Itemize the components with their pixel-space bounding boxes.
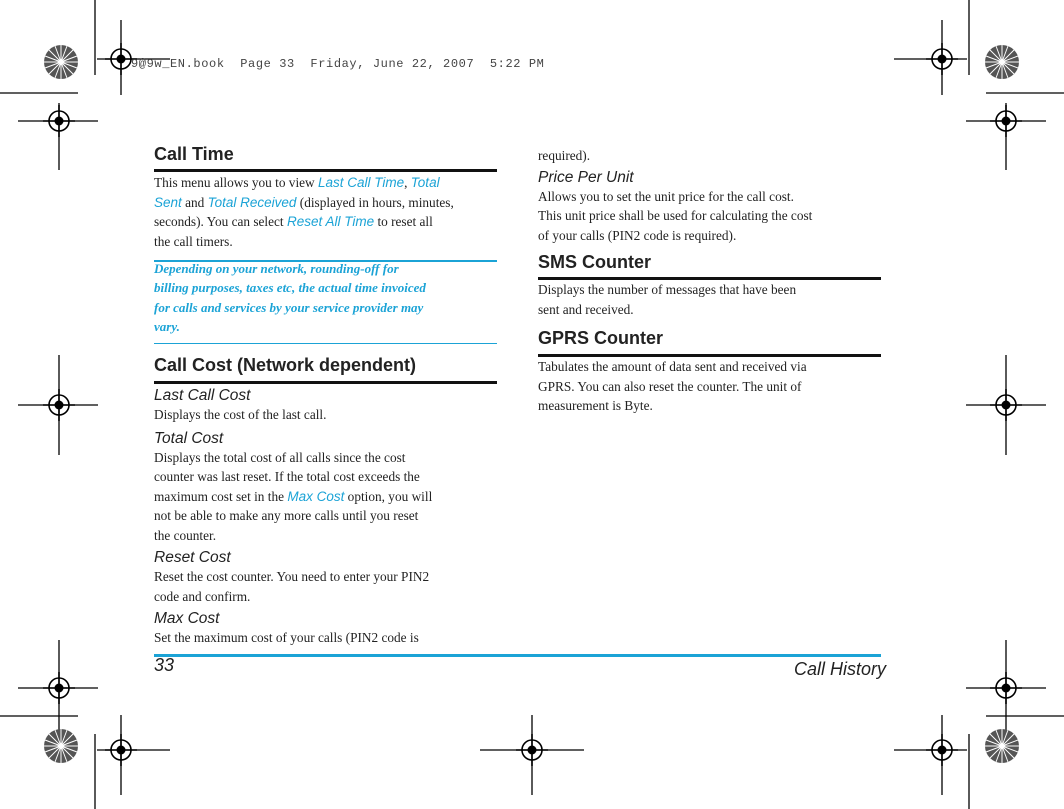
call-time-text: This menu allows you to view Last Call Time, Total Sent and Total Received (displayed in hours, minutes, seconds). You can select Reset All Time to reset all the call timers. xyxy=(154,175,454,249)
max-cost-title: Max Cost xyxy=(154,610,220,627)
link-max-cost[interactable]: Max Cost xyxy=(287,488,345,504)
max-cost-text: Set the maximum cost of your calls (PIN2 code is xyxy=(154,630,419,645)
last-call-cost-text: Displays the cost of the last call. xyxy=(154,407,327,422)
sms-counter-heading: SMS Counter xyxy=(538,252,652,272)
left-column xyxy=(154,144,497,648)
reset-cost-text: Reset the cost counter. You need to enter your PIN2 code and confirm. xyxy=(154,569,430,604)
total-cost-title: Total Cost xyxy=(154,429,224,447)
gprs-counter-text: Tabulates the amount of data sent and received via GPRS. You can also reset the counter. The unit of measurement is Byte. xyxy=(538,359,807,413)
sms-counter-text: Displays the number of messages that have been sent and received. xyxy=(538,282,797,317)
price-per-unit-title: Price Per Unit xyxy=(538,168,634,186)
link-total-received[interactable]: Total Received xyxy=(207,194,297,210)
note-bottom-rule xyxy=(154,343,497,345)
file-stamp: 9@9w_EN.book Page 33 Friday, June 22, 2007 5:22 PM xyxy=(131,57,545,71)
right-column xyxy=(538,146,881,416)
gprs-counter-heading: GPRS Counter xyxy=(538,328,664,348)
page-number: 33 xyxy=(154,655,175,675)
section-title: Call History xyxy=(793,659,886,679)
last-call-cost-title: Last Call Cost xyxy=(154,387,251,404)
call-cost-heading: Call Cost (Network dependent) xyxy=(154,355,417,375)
call-time-heading: Call Time xyxy=(154,144,234,164)
link-total-sent-cont[interactable]: Sent xyxy=(154,194,182,210)
network-note: Depending on your network, rounding-off for billing purposes, taxes etc, the actual time invoiced for calls and services by your service provider may vary. xyxy=(154,260,426,334)
heading-rule xyxy=(154,381,497,384)
price-per-unit-text: Allows you to set the unit price for the call cost. This unit price shall be used for calculating the cost of your calls (PIN2 code is required). xyxy=(538,188,813,243)
continued-text: required). xyxy=(538,148,591,163)
total-cost-text: Displays the total cost of all calls since the cost counter was last reset. If the total cost exceeds the maximum cost set in the Max Cost option, you will not be able to make any more calls until you reset the counter. xyxy=(154,449,433,543)
heading-rule xyxy=(154,169,497,172)
link-total-sent[interactable]: Total xyxy=(410,175,440,190)
link-last-call-time[interactable]: Last Call Time xyxy=(317,175,405,190)
reset-cost-title: Reset Cost xyxy=(154,549,231,566)
footer-rule xyxy=(154,654,881,657)
link-reset-all-time[interactable]: Reset All Time xyxy=(286,214,375,229)
